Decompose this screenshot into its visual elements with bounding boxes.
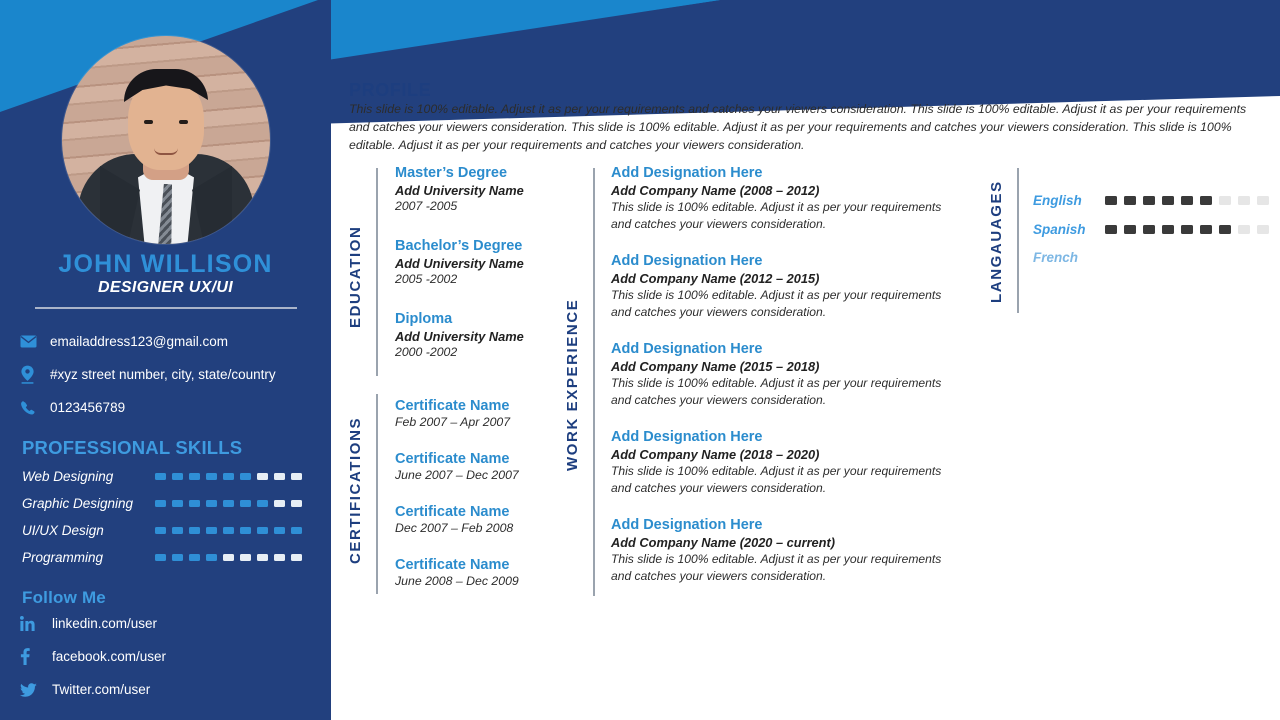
language-pip — [1124, 225, 1136, 234]
skill-pip — [240, 527, 251, 534]
skill-pip — [274, 554, 285, 561]
languages-rule — [1017, 168, 1019, 313]
social-linkedin-text: linkedin.com/user — [52, 616, 158, 631]
envelope-icon — [20, 335, 50, 348]
certification-entry — [395, 504, 585, 535]
avatar-mouth — [154, 148, 178, 155]
skill-pip — [274, 500, 285, 507]
skill-label: Graphic Designing — [22, 496, 134, 511]
profile-name: JOHN WILLISON — [58, 250, 273, 278]
skill-pip — [257, 473, 268, 480]
language-pip — [1143, 196, 1155, 205]
social-facebook-text: facebook.com/user — [52, 649, 167, 664]
sidebar — [0, 0, 331, 720]
contact-phone-text: 0123456789 — [50, 400, 126, 415]
language-pip — [1124, 196, 1136, 205]
work-designation: Add Designation Here — [611, 517, 763, 533]
skill-pip — [257, 527, 268, 534]
certification-entry — [395, 451, 585, 482]
language-label: Spanish — [1033, 222, 1086, 237]
work-experience-rail-label: WORK EXPERIENCE — [564, 298, 581, 472]
work-experience-entry — [611, 517, 956, 585]
language-rating — [1105, 225, 1269, 234]
work-description: This slide is 100% editable. Adjust it as per your requirements and catches your viewers consideration. — [611, 200, 942, 232]
work-designation: Add Designation Here — [611, 341, 763, 357]
skill-pip — [223, 554, 234, 561]
work-designation: Add Designation Here — [611, 165, 763, 181]
skill-pip — [291, 527, 302, 534]
skill-pip — [291, 554, 302, 561]
certifications-rail-label: CERTIFICATIONS — [347, 416, 364, 564]
skill-pip — [172, 500, 183, 507]
language-pip — [1238, 225, 1250, 234]
certifications-rule — [376, 394, 378, 594]
work-company: Add Company Name (2015 – 2018) — [611, 359, 820, 374]
skill-pip — [172, 473, 183, 480]
skill-rating — [155, 527, 302, 534]
work-experience-entry — [611, 341, 956, 409]
skill-row-web-designing — [22, 463, 322, 490]
work-experience-entry — [611, 253, 956, 321]
work-experience-rule — [593, 168, 595, 596]
work-description: This slide is 100% editable. Adjust it as per your requirements and catches your viewers consideration. — [611, 464, 942, 496]
education-degree: Master’s Degree — [395, 165, 508, 181]
language-row-english — [1033, 193, 1269, 208]
work-description: This slide is 100% editable. Adjust it as per your requirements and catches your viewers consideration. — [611, 376, 942, 408]
skill-pip — [206, 500, 217, 507]
work-description: This slide is 100% editable. Adjust it as per your requirements and catches your viewers consideration. — [611, 552, 942, 584]
language-pip — [1162, 225, 1174, 234]
phone-icon — [20, 400, 50, 416]
social-item-twitter[interactable] — [20, 673, 166, 706]
language-pip — [1257, 225, 1269, 234]
contact-item-email[interactable] — [20, 325, 320, 358]
education-degree: Diploma — [395, 311, 453, 327]
linkedin-icon — [20, 616, 52, 631]
skill-rating — [155, 554, 302, 561]
profile-role: DESIGNER UX/UI — [98, 279, 233, 296]
skill-pip — [155, 554, 166, 561]
language-pip — [1181, 225, 1193, 234]
skill-pip — [291, 473, 302, 480]
contact-item-address[interactable] — [20, 358, 320, 391]
work-experience-entry — [611, 165, 956, 233]
social-twitter-text: Twitter.com/user — [52, 682, 151, 697]
profile-section-title: PROFILE — [349, 80, 432, 100]
language-pip — [1105, 225, 1117, 234]
name-divider — [35, 307, 297, 309]
language-label: French — [1033, 250, 1079, 265]
avatar-eye-right — [179, 120, 188, 124]
language-pip — [1181, 196, 1193, 205]
education-university: Add University Name — [395, 329, 524, 344]
education-university: Add University Name — [395, 256, 524, 271]
certification-name: Certificate Name — [395, 451, 510, 467]
certification-name: Certificate Name — [395, 557, 510, 573]
skill-pip — [155, 500, 166, 507]
certification-name: Certificate Name — [395, 504, 510, 520]
language-rating — [1105, 196, 1269, 205]
profile-section-body: This slide is 100% editable. Adjust it as per your requirements and catches your viewers consideration. This slide is 100% editable. Adjust it as per your requirements and catches your viewers consideration. This slide is 100% editable. Adjust it as per your requirements and catches your viewers consideration. This slide is 100% editable. Adjust it as per your requirements and catches your viewers consideration. — [349, 102, 1247, 152]
skill-label: UI/UX Design — [22, 523, 104, 538]
certification-entry — [395, 557, 585, 588]
skill-pip — [257, 554, 268, 561]
language-pip — [1105, 196, 1117, 205]
work-company: Add Company Name (2008 – 2012) — [611, 183, 820, 198]
skill-rating — [155, 473, 302, 480]
skill-pip — [189, 527, 200, 534]
contact-list — [20, 325, 320, 424]
work-description: This slide is 100% editable. Adjust it as per your requirements and catches your viewers consideration. — [611, 288, 942, 320]
certification-entry — [395, 398, 585, 429]
skill-pip — [240, 554, 251, 561]
language-pip — [1238, 196, 1250, 205]
follow-me-heading: Follow Me — [22, 588, 106, 607]
skill-pip — [189, 473, 200, 480]
contact-item-phone[interactable] — [20, 391, 320, 424]
social-item-linkedin[interactable] — [20, 607, 166, 640]
certification-dates: Dec 2007 – Feb 2008 — [395, 521, 514, 535]
skill-row-ui-ux-design — [22, 517, 322, 544]
certification-dates: Feb 2007 – Apr 2007 — [395, 415, 511, 429]
education-dates: 2005 -2002 — [395, 272, 458, 286]
skill-pip — [223, 500, 234, 507]
skill-label: Programming — [22, 550, 104, 565]
skill-pip — [155, 473, 166, 480]
language-pip — [1143, 225, 1155, 234]
skills-heading: PROFESSIONAL SKILLS — [22, 437, 243, 458]
skill-pip — [155, 527, 166, 534]
contact-address-text: #xyz street number, city, state/country — [50, 367, 276, 382]
education-entry — [395, 238, 595, 286]
education-dates: 2007 -2005 — [395, 199, 458, 213]
skill-pip — [189, 554, 200, 561]
skill-pip — [274, 473, 285, 480]
language-row-spanish — [1033, 222, 1269, 237]
language-pip — [1257, 196, 1269, 205]
education-university: Add University Name — [395, 183, 524, 198]
skill-pip — [274, 527, 285, 534]
main-content — [331, 0, 1280, 720]
skill-pip — [223, 527, 234, 534]
certification-dates: June 2008 – Dec 2009 — [395, 574, 519, 588]
education-entry — [395, 165, 585, 213]
skill-pip — [206, 527, 217, 534]
skill-pip — [172, 527, 183, 534]
work-experience-entry — [611, 429, 956, 497]
contact-email-text: emailaddress123@gmail.com — [50, 334, 229, 349]
twitter-icon — [20, 683, 52, 697]
social-item-facebook[interactable] — [20, 640, 166, 673]
languages-rail-label: LANGAUAGES — [988, 180, 1005, 304]
work-company: Add Company Name (2012 – 2015) — [611, 271, 820, 286]
avatar-eye-left — [144, 120, 153, 124]
skill-row-graphic-designing — [22, 490, 322, 517]
language-row-french — [1033, 250, 1105, 265]
skill-rating — [155, 500, 302, 507]
skill-pip — [223, 473, 234, 480]
skill-pip — [257, 500, 268, 507]
skill-row-programming — [22, 544, 322, 571]
skill-pip — [291, 500, 302, 507]
work-company: Add Company Name (2020 – current) — [611, 535, 836, 550]
skill-pip — [172, 554, 183, 561]
avatar — [62, 36, 270, 244]
skill-pip — [189, 500, 200, 507]
language-pip — [1219, 196, 1231, 205]
skill-pip — [240, 473, 251, 480]
work-designation: Add Designation Here — [611, 429, 763, 445]
facebook-icon — [20, 648, 52, 665]
social-list — [20, 607, 166, 706]
certification-name: Certificate Name — [395, 398, 510, 414]
education-rule — [376, 168, 378, 376]
skill-label: Web Designing — [22, 469, 114, 484]
work-designation: Add Designation Here — [611, 253, 763, 269]
language-pip — [1219, 225, 1231, 234]
certification-dates: June 2007 – Dec 2007 — [395, 468, 519, 482]
education-rail-label: EDUCATION — [347, 225, 364, 329]
skill-pip — [206, 554, 217, 561]
language-label: English — [1033, 193, 1082, 208]
language-pip — [1162, 196, 1174, 205]
language-pip — [1200, 196, 1212, 205]
skill-pip — [206, 473, 217, 480]
work-company: Add Company Name (2018 – 2020) — [611, 447, 820, 462]
location-pin-icon — [20, 365, 50, 384]
language-pip — [1200, 225, 1212, 234]
skill-pip — [240, 500, 251, 507]
education-degree: Bachelor’s Degree — [395, 238, 523, 254]
education-dates: 2000 -2002 — [395, 345, 458, 359]
